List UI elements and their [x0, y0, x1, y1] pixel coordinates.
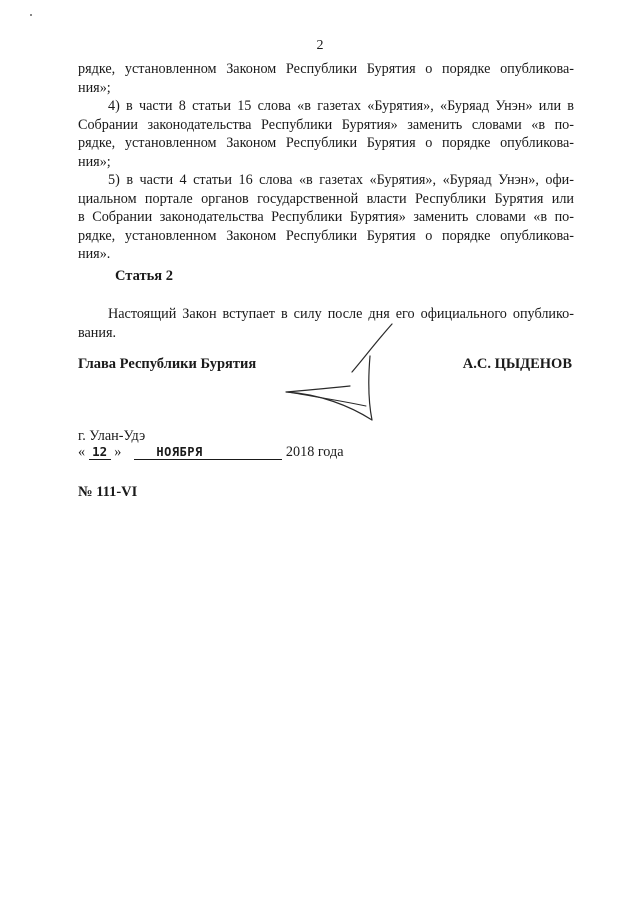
signatory-position: Глава Республики Бурятия: [78, 356, 257, 372]
date-line: [78, 444, 344, 461]
text-line: циальном портале органов государственной власти Республики Бурятия или: [78, 190, 574, 207]
text-line: в Собрании законодательства Республики Бурятия» заменить словами «в по-: [78, 209, 574, 225]
page-number: 2: [316, 38, 324, 53]
text-line: Настоящий Закон вступает в силу после дня его официального опублико-: [108, 306, 574, 322]
place-of-signing: г. Улан-Удэ: [78, 428, 146, 444]
text-line: рядке, установленном Законом Республики Бурятия о порядке опубликова-: [78, 61, 574, 77]
date-month: НОЯБРЯ: [134, 445, 282, 460]
text-line: ния»;: [78, 79, 111, 96]
article-title: Статья 2: [115, 268, 173, 284]
date-day: 12: [89, 445, 111, 460]
amendment-text: [78, 60, 574, 264]
document-number: № 111-VI: [78, 484, 138, 500]
text-line: 5) в части 4 статьи 16 слова «в газетах «Бурятия», «Буряад Унэн», офи-: [108, 172, 574, 188]
signatory-name: А.С. ЦЫДЕНОВ: [462, 356, 572, 372]
text-line: 4) в части 8 статьи 15 слова «в газетах «Бурятия», «Буряад Унэн» или в: [108, 98, 574, 114]
text-line: рядке, установленном Законом Республики Бурятия о порядке опубликова-: [78, 135, 574, 151]
date-open-quote: «: [78, 444, 86, 460]
date-year: 2018 года: [285, 444, 344, 460]
text-line: Собрании законодательства Республики Бурятия» заменить словами «в по-: [78, 116, 574, 133]
text-line: вания.: [78, 324, 117, 341]
scan-dot: [30, 14, 32, 16]
text-line: рядке, установленном Законом Республики Бурятия о порядке опубликова-: [78, 227, 574, 244]
date-close-quote: »: [114, 444, 122, 460]
handwritten-signature: [280, 320, 410, 430]
text-line: ния»;: [78, 153, 111, 170]
text-line: ния».: [78, 246, 111, 262]
